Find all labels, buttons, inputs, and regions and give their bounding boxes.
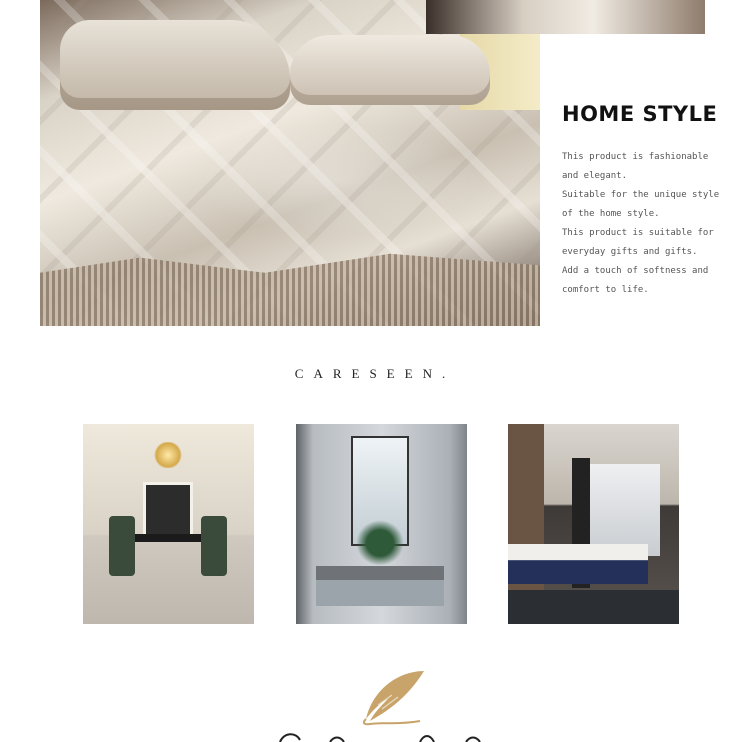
chandelier [153, 442, 183, 468]
description-line: and elegant. [562, 171, 628, 181]
brand-name: CARESEEN. [294, 366, 456, 381]
hero-bedding-image [40, 0, 540, 326]
section-heading: HOME STYLE [562, 102, 718, 126]
description-line: Add a touch of softness and [562, 266, 709, 276]
vanity-cabinet [316, 580, 444, 606]
description-line: comfort to life. [562, 285, 649, 295]
description-line: Suitable for the unique style [562, 190, 720, 200]
description-line: of the home style. [562, 209, 660, 219]
dining-chair [109, 516, 135, 576]
dining-table [135, 534, 201, 542]
description-line: This product is fashionable [562, 152, 709, 162]
product-description [562, 148, 722, 300]
feather-quill-icon [358, 667, 430, 727]
room-image-bedroom [508, 424, 679, 624]
vanity-counter [316, 566, 444, 580]
glass-door [143, 482, 193, 537]
top-right-cropped-image [426, 0, 705, 34]
plant [356, 520, 404, 566]
bedroom-window [590, 464, 660, 556]
room-image-dining [83, 424, 254, 624]
description-line: everyday gifts and gifts. [562, 247, 698, 257]
decorative-script-cropped [270, 730, 500, 742]
dining-chair [201, 516, 227, 576]
room-image-bathroom [296, 424, 467, 624]
description-line: This product is suitable for [562, 228, 714, 238]
rug [508, 590, 679, 624]
bed [508, 544, 648, 584]
pillow-right [290, 35, 490, 105]
pillow-left [60, 20, 290, 110]
